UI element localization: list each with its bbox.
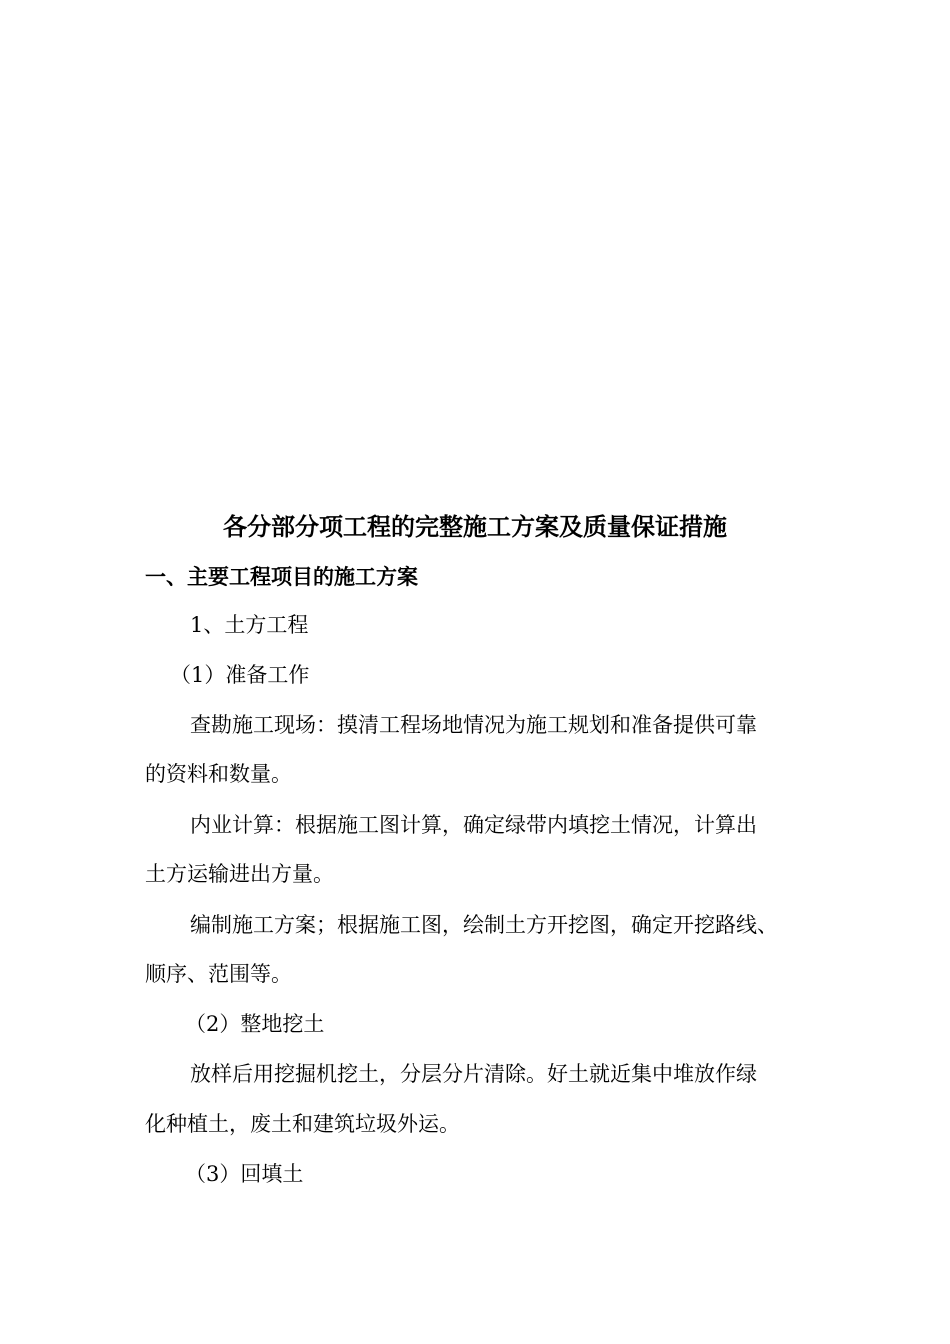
paragraph-line: 土方运输进出方量。	[145, 862, 334, 886]
item-heading: （3）回填土	[185, 1162, 304, 1186]
paragraph-line: 内业计算：根据施工图计算，确定绿带内填挖土情况，计算出	[190, 813, 757, 837]
item-heading: （2）整地挖土	[185, 1012, 325, 1036]
section-heading: 一、主要工程项目的施工方案	[145, 564, 418, 589]
paragraph-line: 的资料和数量。	[145, 762, 292, 786]
subsection-heading: 1、土方工程	[190, 613, 309, 637]
paragraph-line: 顺序、范围等。	[145, 962, 292, 986]
item-heading: （1）准备工作	[170, 663, 310, 687]
document-title: 各分部分项工程的完整施工方案及质量保证措施	[223, 512, 727, 541]
paragraph-line: 放样后用挖掘机挖土，分层分片清除。好土就近集中堆放作绿	[190, 1062, 757, 1086]
paragraph-line: 编制施工方案；根据施工图，绘制土方开挖图，确定开挖路线、	[190, 913, 778, 937]
paragraph-line: 化种植土，废土和建筑垃圾外运。	[145, 1112, 460, 1136]
paragraph-line: 查勘施工现场：摸清工程场地情况为施工规划和准备提供可靠	[190, 713, 757, 737]
